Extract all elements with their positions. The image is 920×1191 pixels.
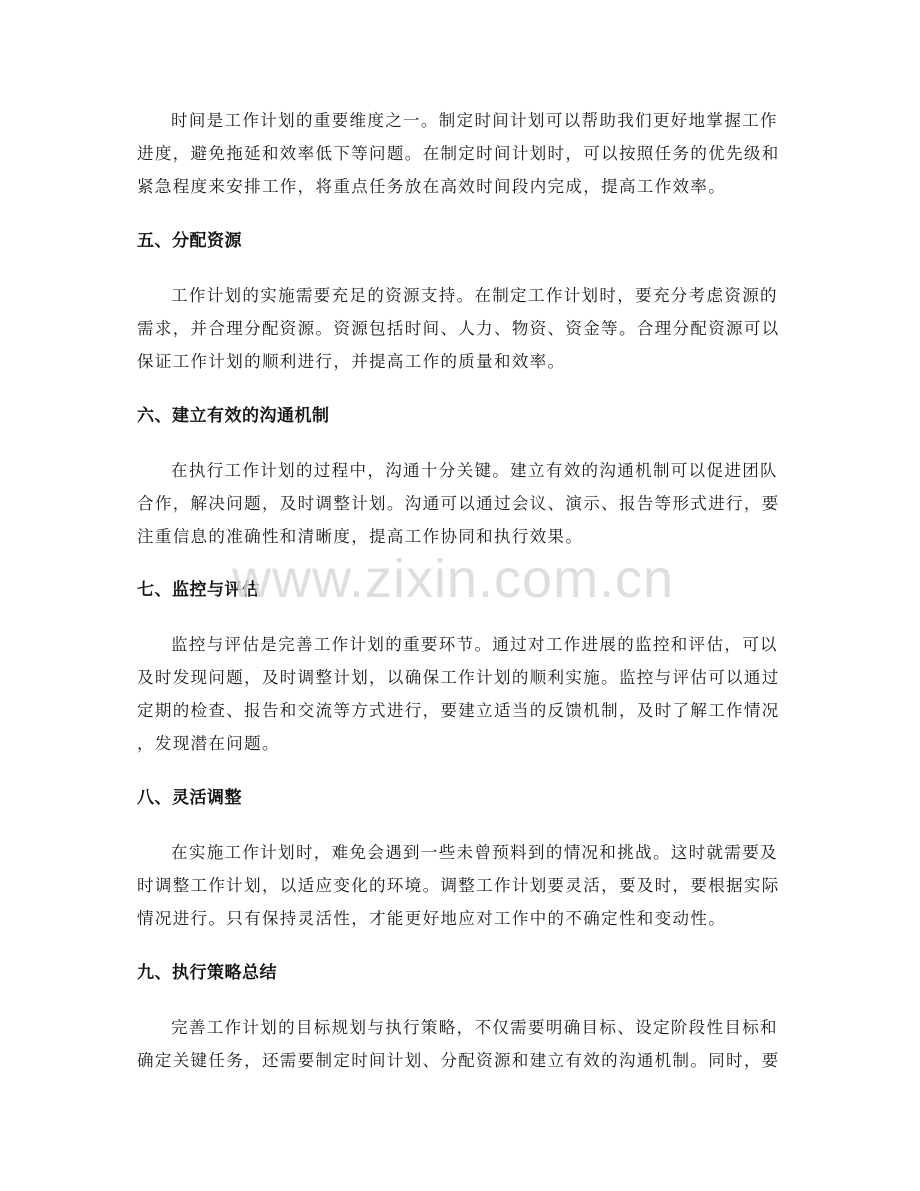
section-7 xyxy=(137,578,785,602)
paragraph-line: 需求，并合理分配资源。资源包括时间、人力、物资、资金等。合理分配资源可以 xyxy=(137,319,780,338)
paragraph-section-5 xyxy=(137,279,785,378)
paragraph-line: 定期的检查、报告和交流等方式进行，要建立适当的反馈机制，及时了解工作情况 xyxy=(137,701,780,720)
paragraph-intro xyxy=(137,104,785,203)
section-8-body xyxy=(137,836,785,935)
section-8 xyxy=(137,786,785,810)
section-5-body xyxy=(137,279,785,378)
section-9-body xyxy=(137,1011,785,1077)
section-heading: 八、灵活调整 xyxy=(137,788,242,808)
section-7-body xyxy=(137,628,785,760)
paragraph-section-7 xyxy=(137,628,785,760)
paragraph-line: 情况进行。只有保持灵活性，才能更好地应对工作中的不确定性和变动性。 xyxy=(137,909,727,928)
paragraph-line: 时调整工作计划，以适应变化的环境。调整工作计划要灵活，要及时，要根据实际 xyxy=(137,876,780,895)
paragraph-line: 合作，解决问题，及时调整计划。沟通可以通过会议、演示、报告等形式进行，要 xyxy=(137,494,780,513)
paragraph-line: 在实施工作计划时，难免会遇到一些未曾预料到的情况和挑战。这时就需要及 xyxy=(171,843,778,862)
section-heading: 九、执行策略总结 xyxy=(137,963,277,983)
section-intro xyxy=(137,104,785,203)
paragraph-section-9 xyxy=(137,1011,785,1077)
paragraph-line: 完善工作计划的目标规划与执行策略，不仅需要明确目标、设定阶段性目标和 xyxy=(171,1018,778,1037)
paragraph-line: 注重信息的准确性和清晰度，提高工作协同和执行效果。 xyxy=(137,527,584,546)
paragraph-line: 在执行工作计划的过程中，沟通十分关键。建立有效的沟通机制可以促进团队 xyxy=(171,461,778,480)
section-5 xyxy=(137,229,785,253)
paragraph-line: 工作计划的实施需要充足的资源支持。在制定工作计划时，要充分考虑资源的 xyxy=(171,286,778,305)
paragraph-line: 保证工作计划的顺利进行，并提高工作的质量和效率。 xyxy=(137,352,566,371)
paragraph-line: 进度，避免拖延和效率低下等问题。在制定时间计划时，可以按照任务的优先级和 xyxy=(137,144,780,163)
section-heading: 六、建立有效的沟通机制 xyxy=(137,406,330,426)
paragraph-line: 时间是工作计划的重要维度之一。制定时间计划可以帮助我们更好地掌握工作 xyxy=(171,111,778,130)
section-6 xyxy=(137,404,785,428)
paragraph-line: ，发现潜在问题。 xyxy=(137,734,280,753)
paragraph-section-8 xyxy=(137,836,785,935)
paragraph-section-6 xyxy=(137,454,785,553)
paragraph-line: 及时发现问题，及时调整计划，以确保工作计划的顺利实施。监控与评估可以通过 xyxy=(137,668,780,687)
section-6-body xyxy=(137,454,785,553)
section-9 xyxy=(137,961,785,985)
watermark: www.zixin.com.cn xyxy=(232,549,675,609)
paragraph-line: 确定关键任务，还需要制定时间计划、分配资源和建立有效的沟通机制。同时，要 xyxy=(137,1051,780,1070)
section-heading: 五、分配资源 xyxy=(137,231,242,251)
section-heading: 七、监控与评估 xyxy=(137,580,260,600)
paragraph-line: 紧急程度来安排工作，将重点任务放在高效时间段内完成，提高工作效率。 xyxy=(137,177,727,196)
paragraph-line: 监控与评估是完善工作计划的重要环节。通过对工作进展的监控和评估，可以 xyxy=(171,635,778,654)
